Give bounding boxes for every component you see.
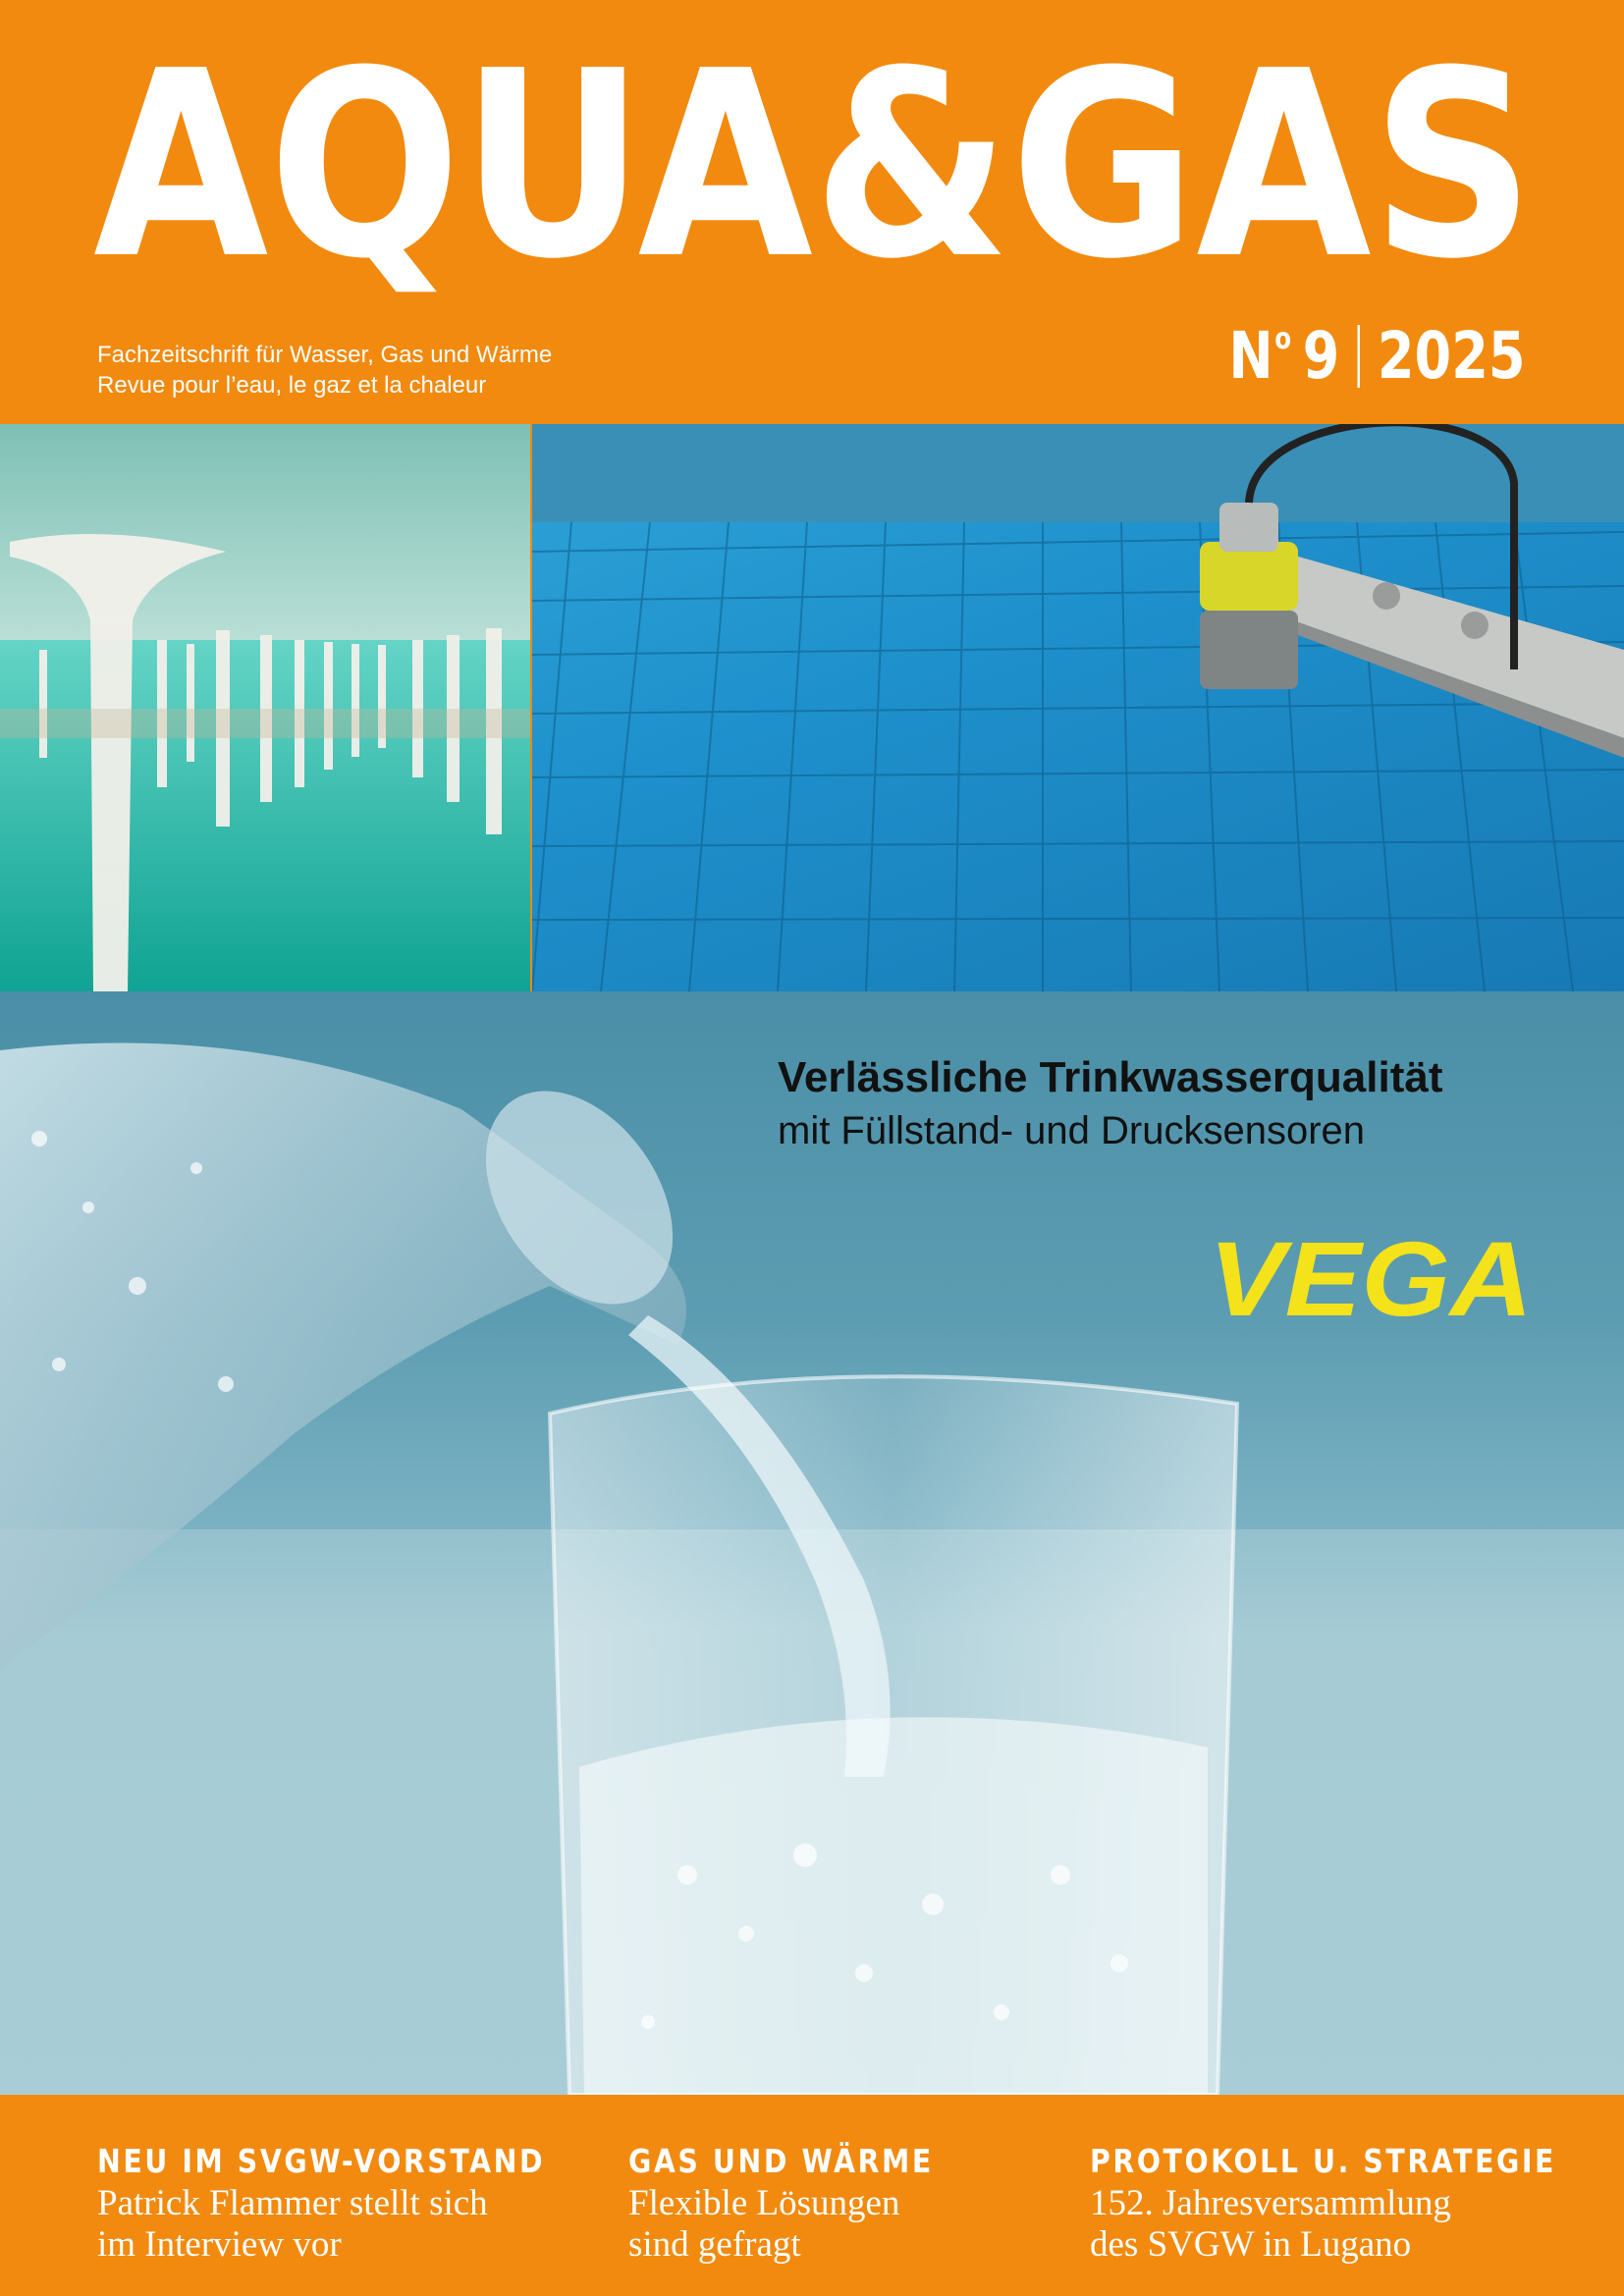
cover-teasers bbox=[0, 2095, 1624, 2296]
issue-number bbox=[1228, 318, 1526, 394]
subtitle-german: Fachzeitschrift für Wasser, Gas und Wärme bbox=[97, 342, 553, 368]
teaser-gas-heat[interactable] bbox=[628, 2142, 983, 2266]
title-word-aqua: AQUA bbox=[93, 16, 813, 315]
teaser-line: Patrick Flammer stellt sich bbox=[97, 2183, 488, 2223]
teaser-text bbox=[1090, 2183, 1624, 2266]
teaser-kicker: PROTOKOLL U. STRATEGIE bbox=[1090, 2142, 1557, 2180]
subtitle-french: Revue pour l’eau, le gaz et la chaleur bbox=[97, 372, 487, 399]
advertisement-image bbox=[0, 991, 1624, 2095]
teaser-text bbox=[97, 2183, 618, 2266]
teaser-text bbox=[628, 2183, 983, 2266]
teaser-line: des SVGW in Lugano bbox=[1090, 2224, 1412, 2265]
title-ampersand: & bbox=[812, 16, 1011, 315]
masthead-subtitle bbox=[97, 340, 552, 400]
teaser-svgw-board[interactable] bbox=[97, 2142, 618, 2266]
teaser-protocol-strategy[interactable] bbox=[1090, 2142, 1624, 2266]
teaser-kicker: NEU IM SVGW-VORSTAND bbox=[97, 2142, 546, 2180]
teaser-line: 152. Jahresversammlung bbox=[1090, 2183, 1451, 2223]
magazine-title bbox=[93, 16, 1535, 315]
issue-superscript: o bbox=[1274, 322, 1292, 356]
teaser-line: sind gefragt bbox=[628, 2224, 801, 2265]
issue-prefix: N bbox=[1228, 318, 1274, 394]
vega-logo bbox=[1204, 1225, 1538, 1333]
teaser-kicker: GAS UND WÄRME bbox=[628, 2142, 934, 2180]
vega-logo-text: VEGA bbox=[1209, 1225, 1533, 1333]
ad-subheadline: mit Füllstand- und Drucksensoren bbox=[778, 1109, 1366, 1152]
issue-number-value: 9 bbox=[1303, 318, 1340, 394]
title-word-gas: GAS bbox=[1010, 16, 1535, 315]
masthead bbox=[0, 0, 1624, 424]
issue-year: 2025 bbox=[1378, 318, 1526, 394]
ad-headline: Verlässliche Trinkwasserqualität bbox=[778, 1053, 1443, 1101]
issue-label bbox=[1228, 318, 1292, 394]
pool-sensor-photo bbox=[532, 424, 1624, 991]
reservoir-columns-photo bbox=[0, 424, 530, 991]
issue-separator bbox=[1358, 325, 1360, 388]
teaser-line: im Interview vor bbox=[97, 2224, 342, 2265]
teaser-line: Flexible Lösungen bbox=[628, 2183, 900, 2223]
